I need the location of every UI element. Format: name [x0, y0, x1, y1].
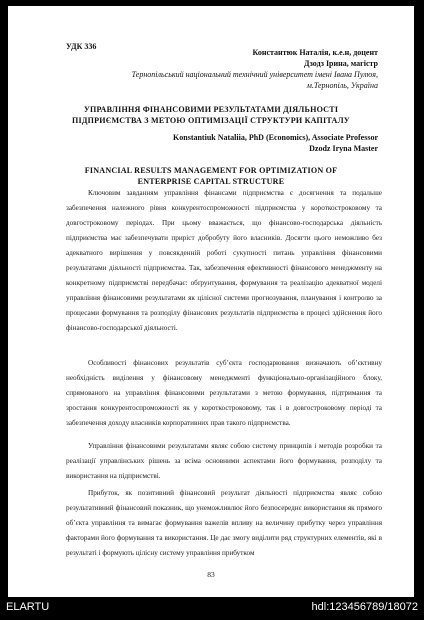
author-en-1: Konstantiuk Nataliia, PhD (Economics), Associate Professor [173, 133, 378, 142]
title-en-line-1: FINANCIAL RESULTS MANAGEMENT FOR OPTIMIZATION OF [84, 166, 338, 175]
author-en-2: Dzodz Iryna Master [309, 144, 378, 153]
footer-bar [0, 597, 424, 620]
paragraph-3: Управління фінансовими результатами являє собою систему принципів і методів розробки та реалізації управлінських рішень за всіма основними аспектами його формування, розподілу та використання на підприємстві. [66, 442, 382, 480]
paragraph-1: Ключовим завданням управління фінансами підприємства є досягнення та подальше забезпечення належного рівня конкурентоспроможності підприємства у короткостроковому та довгостроковому періодах. При цьому вважається, що фінансово-господарська діяльність підприємства має забезпечувати приріст добробуту його власників. Досягти цього неможливо без адекватного вирішення у повсякденній роботі сукупності питань управління фінансовими результатами діяльності підприємства. Так, забезпечення ефективності фінансового менеджменту на конкретному підприємстві передбачає: обґрунтування, формування та реалізацію адекватної моделі управління фінансовими результатами як цілісної системи прогнозування, планування і контролю за процесами формування та розподілу фінансових результатів підприємства в процесі здійснення його фінансово-господарської діяльності. [66, 189, 382, 332]
udk-code: УДК 336 [66, 42, 97, 51]
title-en-line-2: ENTERPRISE CAPITAL STRUCTURE [137, 177, 285, 186]
page-number: 83 [207, 570, 215, 579]
paragraph-4: Прибуток, як позитивний фінансовий результат діяльності підприємства являє собою результативний фінансовий показник, що унеможливлює його безпосереднє використання як прямого об’єкта управління та вимагає формування важелів впливу на величину прибутку через управління факторами його формування та використання. Це дає змогу виділити ряд структурних елементів, які в результаті і формують цілісну систему управління прибутком [66, 489, 382, 557]
title-ukrainian [38, 104, 384, 126]
title-ua-line-2: ПІДПРИЄМСТВА З МЕТОЮ ОПТИМІЗАЦІЇ СТРУКТУРИ КАПІТАЛУ [72, 116, 350, 125]
handle-identifier[interactable]: hdl:123456789/18072 [311, 601, 418, 613]
paragraph-2: Особливості фінансових результатів суб’єкта господарювання визначають об’єктивну необхідність виділення у фінансовому менеджменті функціонально-організаційного блоку, спрямованого на управління фінансовими результатами з метою формування, підтримання та зростання конкурентоспроможності як у короткостроковому, так і в довгостроковому періоді та забезпечення доходу власників корпоративних прав такого підприємства. [66, 359, 382, 427]
affiliation-line-1: Тернопільський національний технічний університет імені Івана Пулюя, [131, 70, 378, 79]
affiliation-line-2: м.Тернопіль, Україна [306, 81, 378, 90]
repository-name: ELARTU [6, 601, 50, 613]
author-ua-1: Константюк Наталія, к.е.н, доцент [252, 48, 378, 57]
document-page [8, 6, 414, 597]
title-english [38, 165, 384, 187]
author-ua-2: Дзодз Ірина, магістр [303, 59, 378, 68]
title-ua-line-1: УПРАВЛІННЯ ФІНАНСОВИМИ РЕЗУЛЬТАТАМИ ДІЯЛЬНОСТІ [83, 105, 339, 114]
